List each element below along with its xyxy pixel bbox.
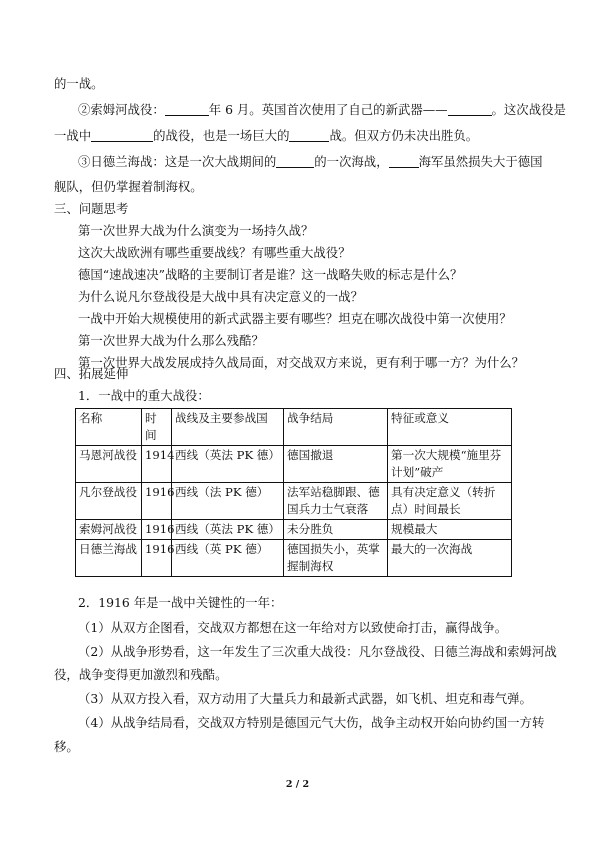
subheading: 1．一战中的重大战役： — [78, 388, 210, 403]
question-item: 第一次世界大战为什么演变为一场持久战？ — [78, 223, 314, 238]
table-cell: 德国损失小，英掌握制海权 — [284, 540, 388, 577]
table-row — [76, 520, 512, 540]
text-segment: 海军虽然损失大于德国 — [418, 154, 543, 169]
blank-field[interactable] — [276, 155, 314, 168]
column-header: 名称 — [76, 409, 142, 446]
text-segment: 。这次战役是 — [491, 102, 566, 117]
table-cell: 未分胜负 — [284, 520, 388, 540]
table-cell: 西线（法 PK 德） — [172, 483, 284, 520]
table-cell: 索姆河战役 — [76, 520, 142, 540]
blank-field[interactable] — [389, 155, 419, 168]
table-cell: 1914 — [142, 446, 172, 483]
question-item: 第一次世界大战发展成持久战局面，对交战双方来说，更有利于哪一方？为什么？ — [78, 355, 525, 370]
column-header: 战线及主要参战国 — [172, 409, 284, 446]
question-item: 第一次世界大战为什么那么残酷？ — [78, 333, 264, 348]
table-cell: 凡尔登战役 — [76, 483, 142, 520]
paragraph-line: （4）从战争结局看，交战双方特别是德国元气大伤，战争主动权开始向协约国一方转 — [78, 715, 545, 730]
paragraph-line: （1）从双方企图看，交战双方都想在这一年给对方以致使命打击，赢得战争。 — [78, 620, 508, 635]
blank-field[interactable] — [448, 103, 492, 116]
column-header: 时间 — [142, 409, 172, 446]
table-cell: 德国撤退 — [284, 446, 388, 483]
text-segment: 的战役，也是一场巨大的 — [153, 128, 290, 143]
fill-in-line-somme-1 — [78, 101, 568, 119]
text-line: 舰队，但仍掌握着制海权。 — [54, 179, 203, 194]
table-cell: 1916 — [142, 540, 172, 577]
question-item: 这次大战欧洲有哪些重要战线？有哪些重大战役？ — [78, 245, 351, 260]
blank-field[interactable] — [165, 103, 209, 116]
table-cell: 西线（英 PK 德） — [172, 540, 284, 577]
table-cell: 西线（英法 PK 德） — [172, 520, 284, 540]
text-segment: 一战中 — [54, 128, 92, 143]
column-header: 战争结局 — [284, 409, 388, 446]
blank-field[interactable] — [289, 129, 329, 142]
paragraph-line: （3）从双方投入看，双方动用了大量兵力和最新式武器，如飞机、坦克和毒气弹。 — [78, 691, 532, 706]
text-segment: 战。但双方仍未决出胜负。 — [329, 128, 479, 143]
table-cell: 日德兰海战 — [76, 540, 142, 577]
text-segment: 年 6 月。英国首次使用了自己的新武器—— — [208, 102, 448, 117]
paragraph-line: （2）从战争形势看，这一年发生了三次重大战役：凡尔登战役、日德兰海战和索姆河战 — [78, 644, 557, 659]
table-cell: 最大的一次海战 — [388, 540, 512, 577]
paragraph-line: 役，战争变得更加激烈和残酷。 — [54, 667, 228, 682]
section-heading: 四、拓展延伸 — [54, 366, 129, 381]
table-row — [76, 540, 512, 577]
column-header: 特征或意义 — [388, 409, 512, 446]
fill-in-line-jutland-1 — [78, 153, 568, 171]
text-segment: ③日德兰海战：这是一次大战期间的 — [78, 154, 277, 169]
battles-table — [75, 408, 512, 577]
section-heading: 三、问题思考 — [54, 201, 129, 216]
page-number: 2 / 2 — [285, 779, 310, 790]
question-item: 一战中开始大规模使用的新式武器主要有哪些？坦克在哪次战役中第一次使用？ — [78, 311, 512, 326]
table-header-row — [76, 409, 512, 446]
text-segment: 的一次海战， — [314, 154, 389, 169]
table-cell: 1916 — [142, 483, 172, 520]
table-cell: 马恩河战役 — [76, 446, 142, 483]
table-cell: 法军站稳脚跟、德国兵力士气衰落 — [284, 483, 388, 520]
table-row — [76, 446, 512, 483]
paragraph-line: 移。 — [54, 739, 79, 754]
question-item: 为什么说凡尔登战役是大战中具有决定意义的一战？ — [78, 289, 363, 304]
question-item: 德国“速战速决”战略的主要制订者是谁？这一战略失败的标志是什么？ — [78, 267, 463, 282]
table-cell: 1916 — [142, 520, 172, 540]
table-row — [76, 483, 512, 520]
blank-field[interactable] — [91, 129, 153, 142]
table-cell: 具有决定意义（转折点）时间最长 — [388, 483, 512, 520]
text-segment: ②索姆河战役： — [78, 102, 165, 117]
text-line: 的一战。 — [54, 76, 104, 91]
table-cell: 第一次大规模“施里芬计划”破产 — [388, 446, 512, 483]
fill-in-line-somme-2 — [54, 127, 544, 145]
table-cell: 规模最大 — [388, 520, 512, 540]
subheading: 2．1916 年是一战中关键性的一年： — [78, 595, 283, 610]
table-cell: 西线（英法 PK 德） — [172, 446, 284, 483]
